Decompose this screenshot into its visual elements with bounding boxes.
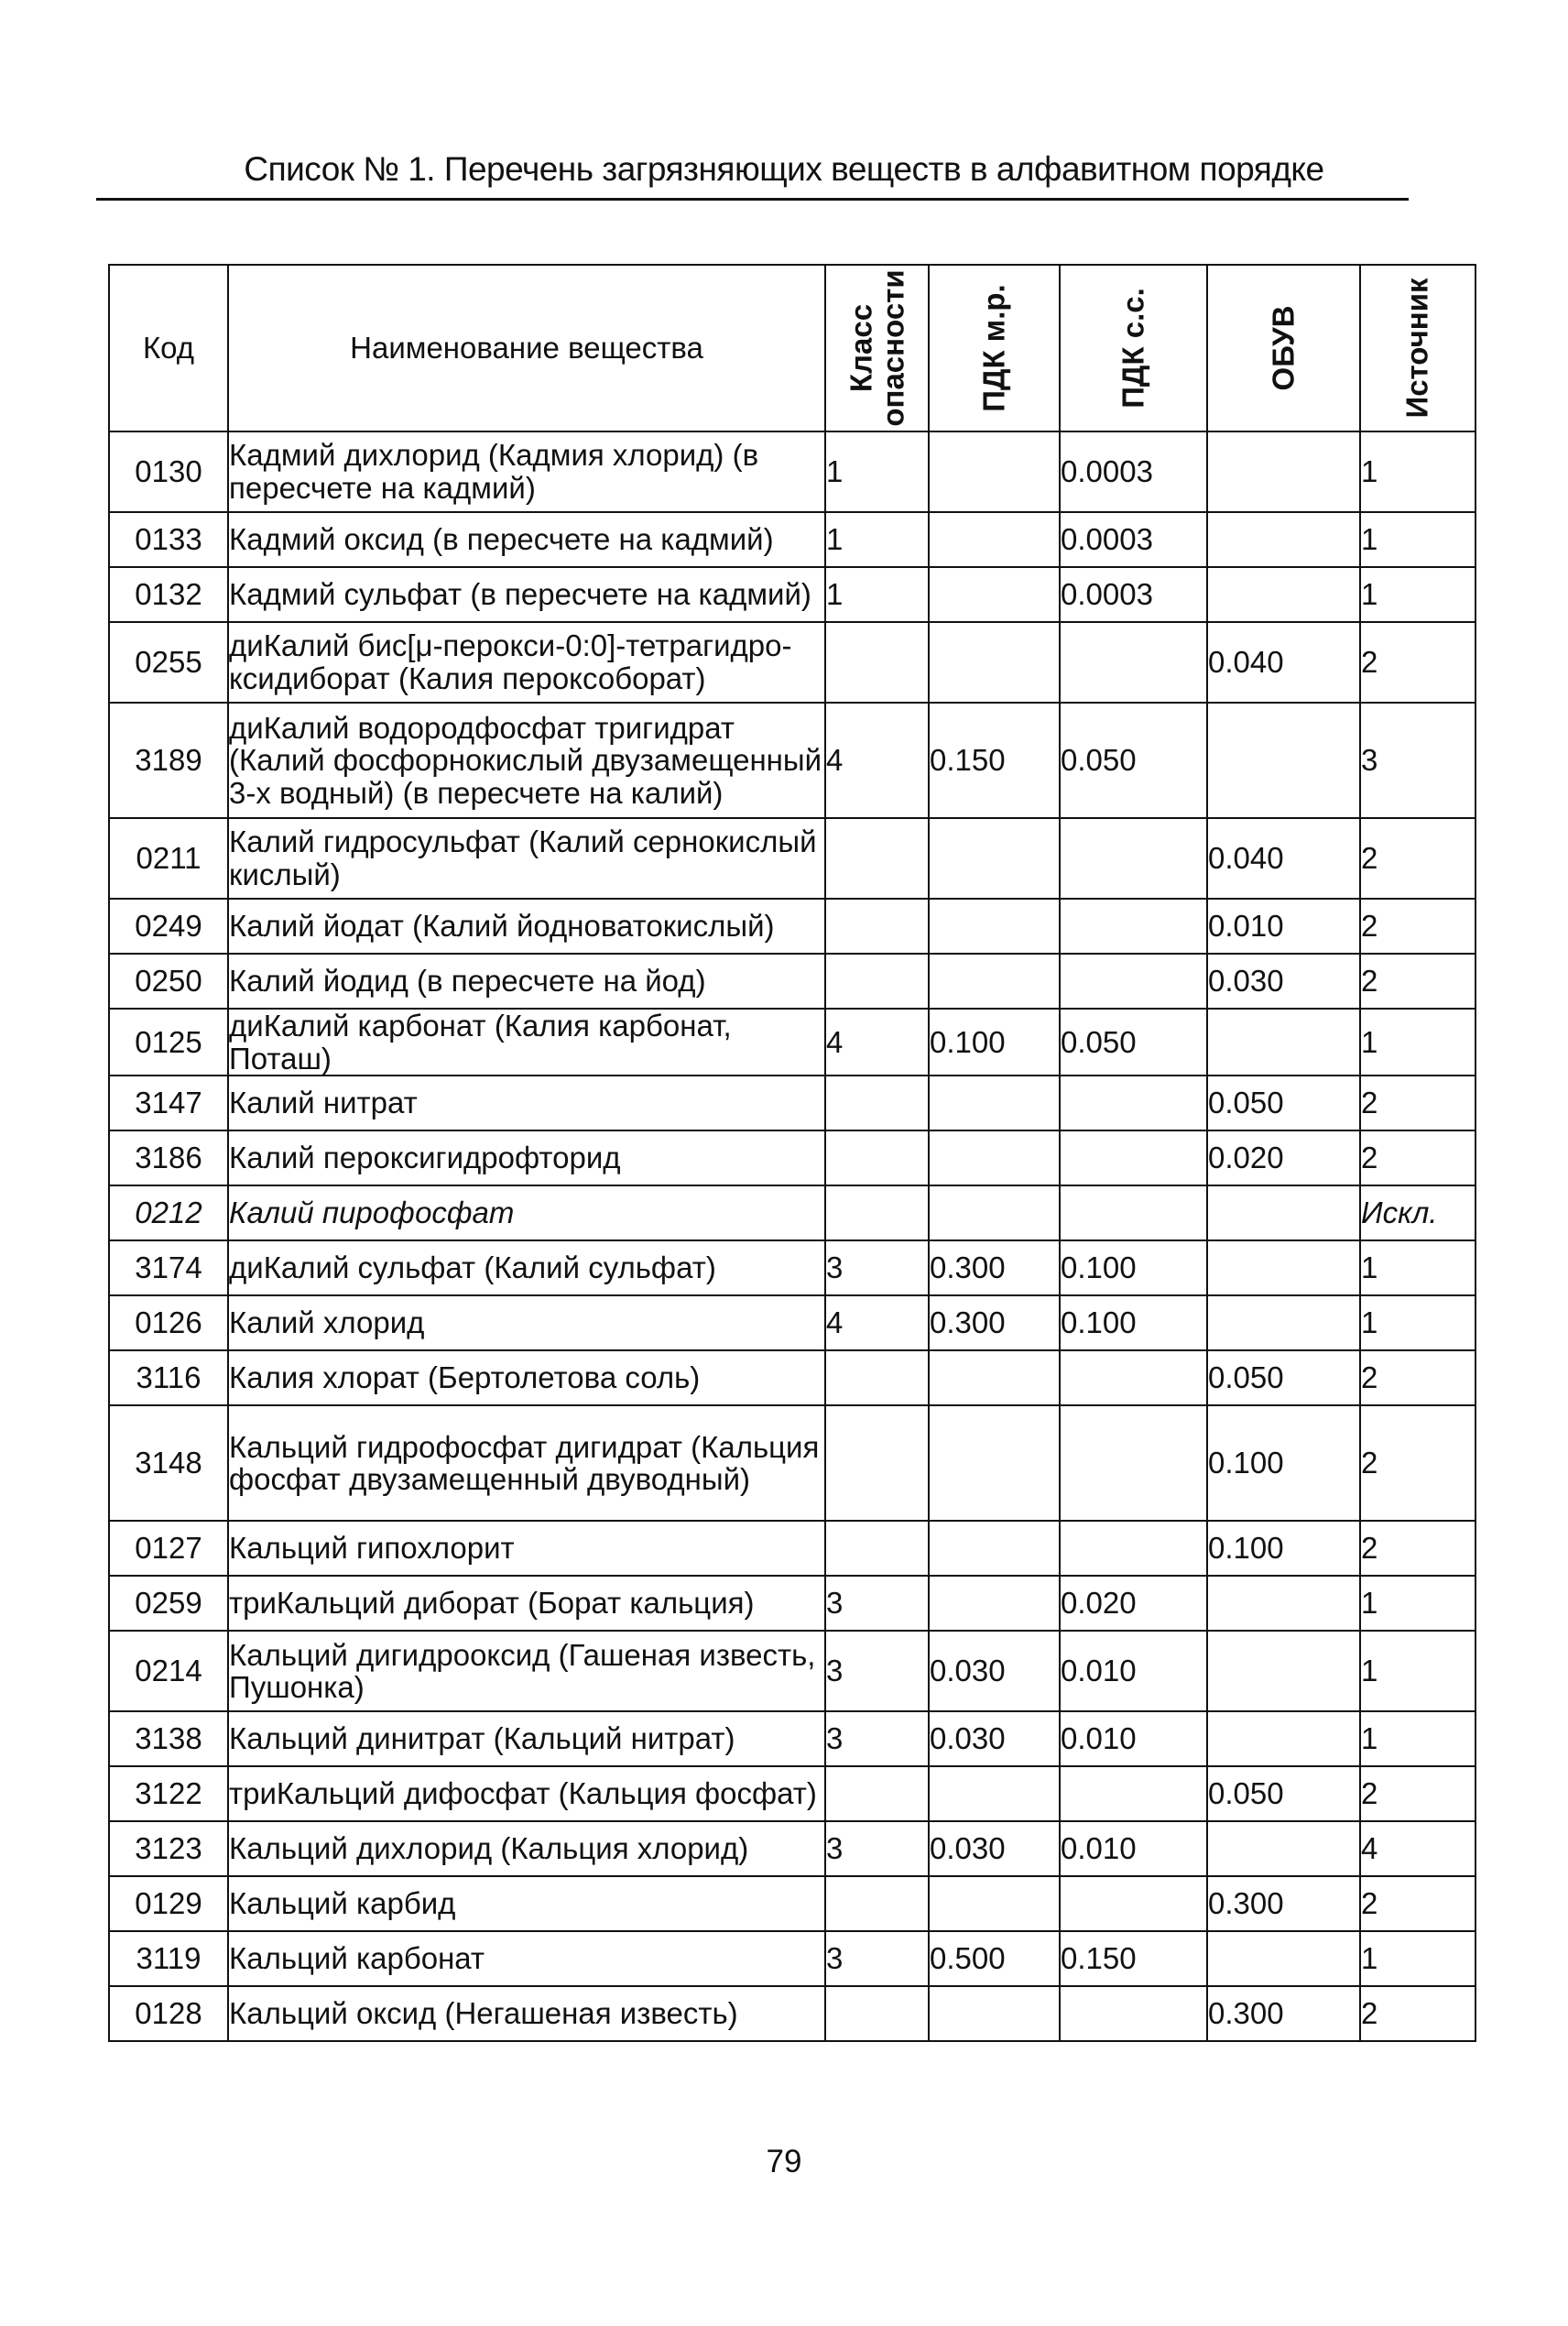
cell-obuv: 0.050 [1207,1076,1360,1130]
cell-code: 0249 [109,899,228,954]
header-code: Код [109,265,228,431]
cell-obuv: 0.010 [1207,899,1360,954]
header-pdk-ss [1060,265,1207,431]
cell-name: Кадмий дихлорид (Кадмия хлорид) (в пересчете на кадмий) [228,431,825,512]
cell-source: 2 [1360,1405,1475,1521]
cell-obuv: 0.020 [1207,1130,1360,1185]
cell-pdk-mr: 0.150 [929,703,1060,818]
cell-pdk-mr [929,899,1060,954]
cell-code: 0255 [109,622,228,703]
table-row [109,1185,1475,1240]
header-hazard-class-line1: Класс [843,303,877,393]
cell-code: 0125 [109,1009,228,1076]
cell-hazard-class [825,1521,929,1576]
cell-code: 0128 [109,1986,228,2041]
cell-source: 1 [1360,567,1475,622]
cell-code: 3189 [109,703,228,818]
cell-pdk-ss [1060,1350,1207,1405]
cell-pdk-ss [1060,899,1207,954]
cell-source: 2 [1360,1876,1475,1931]
cell-pdk-ss [1060,1521,1207,1576]
cell-pdk-mr: 0.300 [929,1295,1060,1350]
cell-hazard-class [825,1766,929,1821]
table-row [109,1821,1475,1876]
cell-pdk-mr [929,431,1060,512]
table-row [109,622,1475,703]
table-row [109,1986,1475,2041]
cell-source: 1 [1360,1240,1475,1295]
cell-source: 3 [1360,703,1475,818]
header-obuv [1207,265,1360,431]
cell-obuv [1207,1240,1360,1295]
cell-pdk-mr [929,1986,1060,2041]
cell-code: 3147 [109,1076,228,1130]
table-row [109,1631,1475,1711]
cell-hazard-class [825,622,929,703]
cell-source: 1 [1360,1295,1475,1350]
cell-pdk-ss [1060,1766,1207,1821]
cell-source: Искл. [1360,1185,1475,1240]
cell-name: триКальций диборат (Борат кальция) [228,1576,825,1631]
cell-pdk-ss: 0.050 [1060,703,1207,818]
table-row [109,567,1475,622]
cell-pdk-ss: 0.010 [1060,1821,1207,1876]
cell-obuv: 0.040 [1207,818,1360,899]
table-row [109,703,1475,818]
cell-pdk-mr [929,567,1060,622]
cell-name: диКалий сульфат (Калий сульфат) [228,1240,825,1295]
cell-name: диКалий бис[μ-перокси-0:0]-тетрагидроксидиборат (Калия пероксоборат) [228,622,825,703]
cell-pdk-ss: 0.010 [1060,1711,1207,1766]
cell-code: 3138 [109,1711,228,1766]
cell-code: 0126 [109,1295,228,1350]
header-name: Наименование вещества [228,265,825,431]
cell-pdk-ss: 0.150 [1060,1931,1207,1986]
cell-name: Кальций динитрат (Кальций нитрат) [228,1711,825,1766]
cell-pdk-ss [1060,818,1207,899]
cell-pdk-mr [929,622,1060,703]
cell-code: 3186 [109,1130,228,1185]
cell-name: Калий нитрат [228,1076,825,1130]
cell-source: 2 [1360,1076,1475,1130]
cell-source: 1 [1360,431,1475,512]
header-source-label: Источник [1399,278,1434,419]
cell-pdk-ss: 0.100 [1060,1295,1207,1350]
table-row [109,1130,1475,1185]
cell-obuv [1207,512,1360,567]
header-pdk-mr [929,265,1060,431]
cell-obuv [1207,431,1360,512]
cell-source: 2 [1360,899,1475,954]
cell-obuv [1207,1931,1360,1986]
table-row [109,818,1475,899]
cell-source: 2 [1360,1350,1475,1405]
table-row [109,1295,1475,1350]
cell-pdk-ss [1060,1130,1207,1185]
cell-code: 0211 [109,818,228,899]
table-row [109,1009,1475,1076]
cell-name: Кальций гидрофосфат дигидрат (Кальция фосфат двузамещенный двуводный) [228,1405,825,1521]
cell-obuv [1207,703,1360,818]
cell-pdk-ss: 0.010 [1060,1631,1207,1711]
cell-hazard-class [825,1986,929,2041]
cell-code: 0132 [109,567,228,622]
page-title: Список № 1. Перечень загрязняющих веществ в алфавитном порядке [244,150,1324,188]
cell-source: 1 [1360,1931,1475,1986]
cell-obuv [1207,1009,1360,1076]
cell-name: Калий пероксигидрофторид [228,1130,825,1185]
cell-hazard-class: 3 [825,1821,929,1876]
table-row [109,431,1475,512]
cell-code: 0259 [109,1576,228,1631]
cell-hazard-class: 4 [825,1295,929,1350]
cell-pdk-ss [1060,1876,1207,1931]
cell-obuv [1207,567,1360,622]
cell-hazard-class [825,899,929,954]
cell-obuv [1207,1631,1360,1711]
cell-source: 2 [1360,622,1475,703]
cell-source: 1 [1360,1631,1475,1711]
cell-name: Кальций дихлорид (Кальция хлорид) [228,1821,825,1876]
cell-source: 2 [1360,1521,1475,1576]
cell-pdk-ss: 0.0003 [1060,512,1207,567]
cell-hazard-class [825,1350,929,1405]
cell-hazard-class [825,1076,929,1130]
cell-code: 0129 [109,1876,228,1931]
cell-pdk-ss: 0.0003 [1060,567,1207,622]
header-pdk-mr-label: ПДК м.р. [976,284,1011,412]
cell-obuv: 0.040 [1207,622,1360,703]
cell-name: Калий йодат (Калий йодноватокислый) [228,899,825,954]
cell-code: 3116 [109,1350,228,1405]
cell-code: 0130 [109,431,228,512]
cell-pdk-mr [929,1521,1060,1576]
cell-name: Калий хлорид [228,1295,825,1350]
cell-pdk-ss: 0.020 [1060,1576,1207,1631]
cell-name: Калия хлорат (Бертолетова соль) [228,1350,825,1405]
cell-pdk-mr [929,1405,1060,1521]
cell-pdk-ss [1060,622,1207,703]
cell-code: 3122 [109,1766,228,1821]
cell-source: 2 [1360,1766,1475,1821]
cell-pdk-ss: 0.0003 [1060,431,1207,512]
cell-pdk-mr [929,1076,1060,1130]
table-row [109,1931,1475,1986]
header-hazard-class [825,265,929,431]
page-number: 79 [766,2144,802,2179]
cell-pdk-mr [929,818,1060,899]
cell-obuv [1207,1185,1360,1240]
substances-table [108,264,1476,2042]
cell-pdk-mr [929,1876,1060,1931]
cell-source: 1 [1360,512,1475,567]
cell-name: Кальций гипохлорит [228,1521,825,1576]
table-row [109,1350,1475,1405]
cell-code: 0133 [109,512,228,567]
cell-pdk-ss [1060,1405,1207,1521]
cell-code: 0127 [109,1521,228,1576]
cell-pdk-mr [929,1350,1060,1405]
cell-pdk-mr: 0.030 [929,1821,1060,1876]
cell-code: 3123 [109,1821,228,1876]
table-row [109,1240,1475,1295]
cell-obuv: 0.030 [1207,954,1360,1009]
cell-name: Калий гидросульфат (Калий сернокислый кислый) [228,818,825,899]
table-row [109,1711,1475,1766]
cell-pdk-ss: 0.050 [1060,1009,1207,1076]
table-row [109,1576,1475,1631]
cell-name: Кадмий сульфат (в пересчете на кадмий) [228,567,825,622]
cell-pdk-ss [1060,1185,1207,1240]
cell-name: Калий пирофосфат [228,1185,825,1240]
cell-obuv: 0.050 [1207,1350,1360,1405]
cell-name: триКальций дифосфат (Кальция фосфат) [228,1766,825,1821]
cell-hazard-class: 3 [825,1711,929,1766]
cell-source: 1 [1360,1009,1475,1076]
cell-hazard-class [825,1130,929,1185]
cell-hazard-class: 1 [825,512,929,567]
cell-pdk-mr [929,1130,1060,1185]
cell-pdk-ss [1060,1076,1207,1130]
table-row [109,1405,1475,1521]
cell-name: Калий йодид (в пересчете на йод) [228,954,825,1009]
cell-code: 0212 [109,1185,228,1240]
cell-code: 0214 [109,1631,228,1711]
table-row [109,512,1475,567]
cell-pdk-ss [1060,1986,1207,2041]
cell-pdk-mr: 0.500 [929,1931,1060,1986]
cell-name: Кальций оксид (Негашеная известь) [228,1986,825,2041]
cell-hazard-class: 3 [825,1576,929,1631]
cell-pdk-mr [929,1766,1060,1821]
cell-pdk-mr: 0.100 [929,1009,1060,1076]
table-row [109,1076,1475,1130]
cell-hazard-class [825,818,929,899]
cell-hazard-class [825,1405,929,1521]
cell-hazard-class: 3 [825,1931,929,1986]
cell-pdk-mr [929,512,1060,567]
table-row [109,1766,1475,1821]
table-row [109,899,1475,954]
cell-source: 1 [1360,1711,1475,1766]
cell-obuv [1207,1295,1360,1350]
cell-hazard-class: 1 [825,431,929,512]
cell-obuv [1207,1576,1360,1631]
cell-hazard-class [825,1185,929,1240]
table-row [109,1521,1475,1576]
cell-hazard-class [825,954,929,1009]
header-source [1360,265,1475,431]
cell-name: Кадмий оксид (в пересчете на кадмий) [228,512,825,567]
cell-name: Кальций карбид [228,1876,825,1931]
cell-pdk-mr: 0.030 [929,1631,1060,1711]
cell-source: 2 [1360,818,1475,899]
table-body [109,431,1475,2041]
cell-obuv [1207,1711,1360,1766]
cell-hazard-class: 3 [825,1240,929,1295]
cell-hazard-class: 4 [825,1009,929,1076]
cell-pdk-ss [1060,954,1207,1009]
cell-code: 3148 [109,1405,228,1521]
header-hazard-class-line2: опасности [875,269,909,427]
cell-obuv: 0.300 [1207,1986,1360,2041]
cell-name: Кальций дигидрооксид (Гашеная известь, Пушонка) [228,1631,825,1711]
cell-obuv: 0.100 [1207,1521,1360,1576]
cell-code: 3119 [109,1931,228,1986]
cell-obuv: 0.300 [1207,1876,1360,1931]
cell-obuv: 0.050 [1207,1766,1360,1821]
table-header-row [109,265,1475,431]
title-divider [96,198,1409,201]
cell-hazard-class [825,1876,929,1931]
header-pdk-ss-label: ПДК с.с. [1116,288,1150,409]
header-obuv-label: ОБУВ [1266,305,1301,391]
cell-obuv [1207,1821,1360,1876]
cell-hazard-class: 4 [825,703,929,818]
table-row [109,1876,1475,1931]
cell-name: диКалий водородфосфат тригидрат (Калий фосфорнокислый двузамещенный 3-х водный) (в пересчете на калий) [228,703,825,818]
cell-name: диКалий карбонат (Калия карбонат, Поташ) [228,1009,825,1076]
cell-source: 1 [1360,1576,1475,1631]
cell-obuv: 0.100 [1207,1405,1360,1521]
cell-source: 4 [1360,1821,1475,1876]
cell-hazard-class: 1 [825,567,929,622]
table-row [109,954,1475,1009]
cell-source: 2 [1360,1986,1475,2041]
cell-pdk-ss: 0.100 [1060,1240,1207,1295]
cell-pdk-mr [929,954,1060,1009]
cell-source: 2 [1360,954,1475,1009]
cell-pdk-mr: 0.300 [929,1240,1060,1295]
cell-pdk-mr [929,1185,1060,1240]
cell-code: 3174 [109,1240,228,1295]
cell-code: 0250 [109,954,228,1009]
cell-hazard-class: 3 [825,1631,929,1711]
cell-pdk-mr [929,1576,1060,1631]
cell-name: Кальций карбонат [228,1931,825,1986]
cell-pdk-mr: 0.030 [929,1711,1060,1766]
cell-source: 2 [1360,1130,1475,1185]
